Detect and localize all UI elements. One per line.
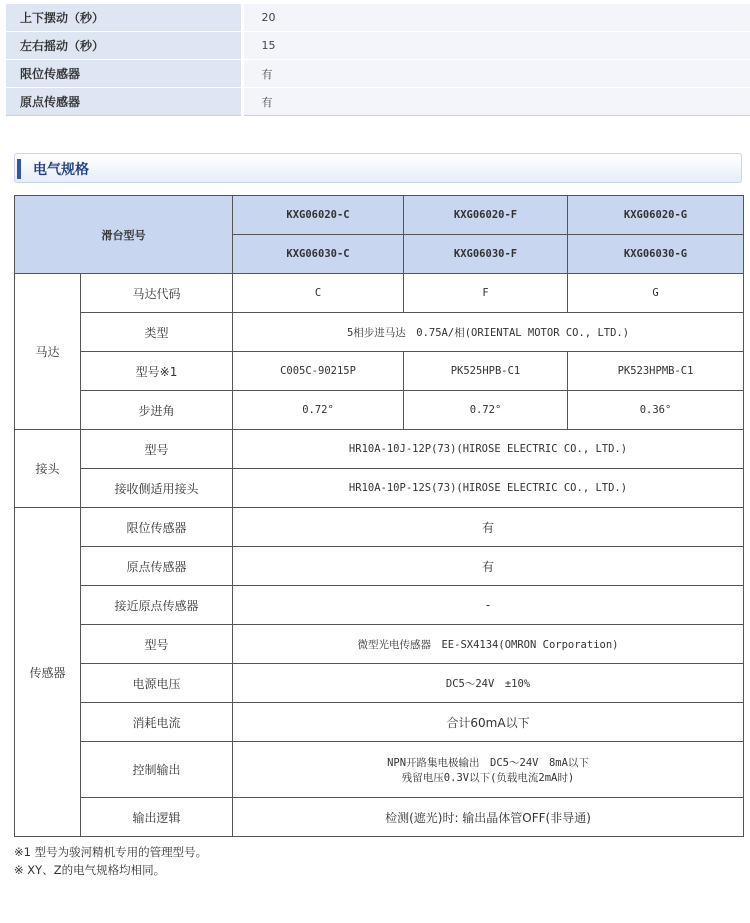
spec-label: 限位传感器 [6, 60, 242, 88]
cell-multiline [233, 742, 744, 798]
header-row [15, 196, 744, 235]
cell: PK525HPB-C1 [404, 352, 568, 391]
row-label: 接近原点传感器 [81, 586, 233, 625]
spec-label: 原点传感器 [6, 88, 242, 116]
model-header: KXG06020-C [233, 196, 404, 235]
spec-row [6, 4, 750, 32]
cell: 微型光电传感器 EE-SX4134(OMRON Corporation) [233, 625, 744, 664]
table-row [15, 352, 744, 391]
footnotes [14, 843, 207, 879]
electrical-spec-table [14, 195, 744, 837]
row-label: 输出逻辑 [81, 798, 233, 837]
table-row [15, 798, 744, 837]
table-row [15, 742, 744, 798]
row-label: 型号 [81, 430, 233, 469]
table-row [15, 586, 744, 625]
section-accent-bar [17, 159, 21, 179]
table-row [15, 664, 744, 703]
table-row [15, 625, 744, 664]
cell: 有 [233, 547, 744, 586]
spec-label: 上下摆动（秒） [6, 4, 242, 32]
model-header: KXG06030-F [404, 235, 568, 274]
table-row [15, 274, 744, 313]
spec-label: 左右摇动（秒） [6, 32, 242, 60]
group-label-motor: 马达 [15, 274, 81, 430]
row-label: 限位传感器 [81, 508, 233, 547]
cell: DC5～24V ±10% [233, 664, 744, 703]
row-label: 电源电压 [81, 664, 233, 703]
row-label: 接收侧适用接头 [81, 469, 233, 508]
table-row [15, 313, 744, 352]
cell-line: NPN开路集电极输出 DC5～24V 8mA以下 [387, 756, 589, 769]
table-row [15, 508, 744, 547]
table-row [15, 547, 744, 586]
model-header: KXG06020-F [404, 196, 568, 235]
table-row [15, 703, 744, 742]
spec-row [6, 88, 750, 116]
cell: HR10A-10P-12S(73)(HIROSE ELECTRIC CO., LTD.) [233, 469, 744, 508]
row-label: 步进角 [81, 391, 233, 430]
cell: PK523HPMB-C1 [568, 352, 744, 391]
cell: 合计60mA以下 [233, 703, 744, 742]
row-label: 马达代码 [81, 274, 233, 313]
spec-value: 20 [242, 4, 750, 32]
spec-value: 有 [242, 60, 750, 88]
row-label: 型号※1 [81, 352, 233, 391]
group-label-connector: 接头 [15, 430, 81, 508]
spec-value: 15 [242, 32, 750, 60]
cell: 0.72° [404, 391, 568, 430]
row-label: 消耗电流 [81, 703, 233, 742]
footnote: ※1 型号为骏河精机专用的管理型号。 [14, 845, 208, 859]
row-label: 型号 [81, 625, 233, 664]
cell: 检测(遮光)时: 输出晶体管OFF(非导通) [233, 798, 744, 837]
table-row [15, 430, 744, 469]
row-label: 控制输出 [81, 742, 233, 798]
table-row [15, 469, 744, 508]
cell: C [233, 274, 404, 313]
cell: 有 [233, 508, 744, 547]
spec-row [6, 32, 750, 60]
cell: - [233, 586, 744, 625]
header-label: 滑台型号 [15, 196, 233, 274]
cell-line: 残留电压0.3V以下(负载电流2mA时) [401, 771, 575, 784]
top-spec-table [6, 4, 750, 116]
cell: 0.72° [233, 391, 404, 430]
footnote: ※ XY、Z的电气规格均相同。 [14, 863, 166, 877]
cell: HR10A-10J-12P(73)(HIROSE ELECTRIC CO., LTD.) [233, 430, 744, 469]
spec-row [6, 60, 750, 88]
model-header: KXG06030-G [568, 235, 744, 274]
cell: 5相步进马达 0.75A/相(ORIENTAL MOTOR CO., LTD.) [233, 313, 744, 352]
row-label: 原点传感器 [81, 547, 233, 586]
cell: C005C-90215P [233, 352, 404, 391]
table-row [15, 391, 744, 430]
row-label: 类型 [81, 313, 233, 352]
model-header: KXG06020-G [568, 196, 744, 235]
cell: F [404, 274, 568, 313]
spec-value: 有 [242, 88, 750, 116]
section-header [14, 153, 742, 183]
model-header: KXG06030-C [233, 235, 404, 274]
cell: G [568, 274, 744, 313]
group-label-sensor: 传感器 [15, 508, 81, 837]
cell: 0.36° [568, 391, 744, 430]
section-title: 电气规格 [33, 162, 89, 178]
